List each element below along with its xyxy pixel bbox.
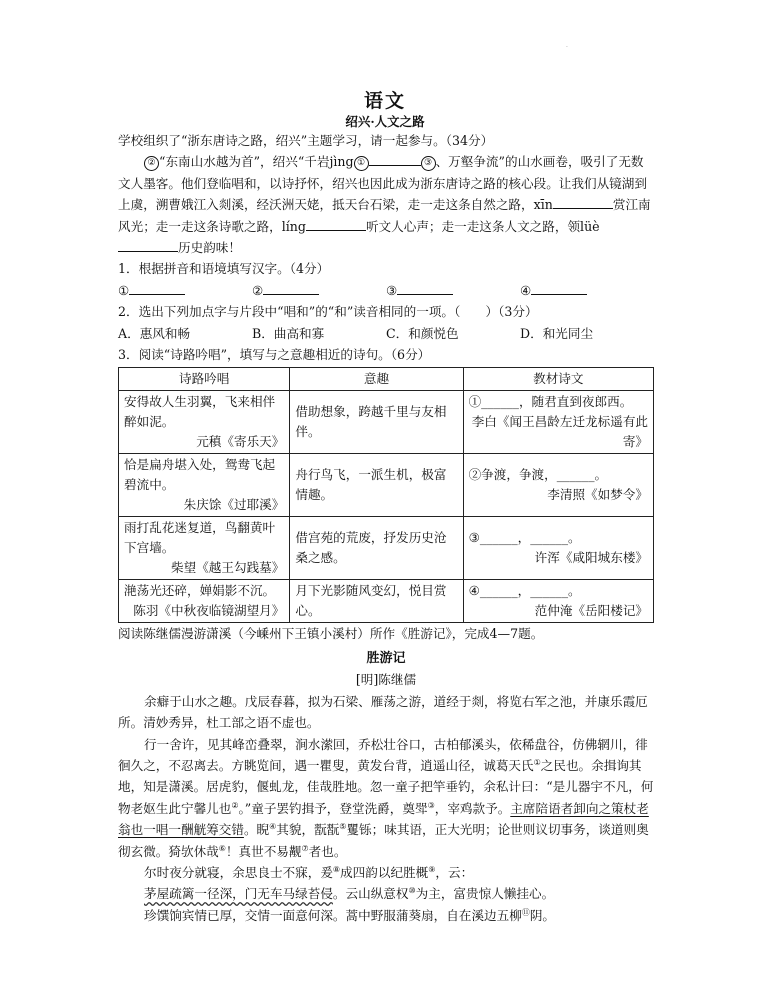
section-subtitle: 绍兴·人文之路 [345,114,425,129]
marker-circle: ③ [421,156,436,171]
essay-poem-line: 珍馔饷宾情已厚，交情一面意何深。蒿中野服蒲葵扇，自在溪边五柳⑪阴。 [144,907,555,923]
q1-answer-1[interactable] [129,280,185,295]
q1-answer-2[interactable] [263,280,319,295]
page-mark: · [566,44,568,51]
table-header-row [119,368,654,391]
intro-line: 学校组织了“浙东唐诗之路，绍兴”主题学习，请一起参与。（34分） [118,133,494,148]
essay-paragraph: 余癖于山水之趣。戊辰春暮，拟为石梁、雁荡之游，道经于剡，将览右军之池，并康乐霞厄所。清妙秀异，杜工部之语不虚也。 [118,693,648,731]
option-b[interactable]: B．曲高和寡 [252,325,325,341]
table-row: 安得故人生羽翼，飞来相伴醉如泥。 元稹《寄乐天》 借助想象，跨越千里与友相伴。 ①______，随君直到夜郎西。 李白《闻王昌龄左迁龙标遥有此寄》 [119,391,654,454]
q3-stem: 3．阅读“诗路吟唱”，填写与之意趣相近的诗句。（6分） [118,347,431,363]
table-row: 恰是扁舟堪入处，鸳鸯飞起碧流中。 朱庆馀《过耶溪》 舟行鸟飞，一派生机，极富情趣。 ②争渡，争渡，______。 李清照《如梦令》 [119,454,654,517]
table-header: 意趣 [290,368,463,391]
reading-intro: 阅读陈继儒漫游潇溪（今嵊州下王镇小溪村）所作《胜游记》，完成4—7题。 [118,626,544,642]
q1-answer-4[interactable] [531,280,587,295]
table-header: 教材诗文 [463,368,653,391]
poem-table [118,367,654,623]
content-body [118,130,654,926]
blank-4[interactable] [118,237,178,252]
essay-title: 胜游记 [366,650,406,666]
wavy-underlined-line: 茅屋疏篱一径深，门无车马绿苔侵 [144,886,333,902]
blank-2[interactable] [553,194,613,209]
table-header: 诗路吟唱 [119,368,290,391]
essay-poem-line: 茅屋疏篱一径深，门无车马绿苔侵。云山纵意权⑩为主，富贵惊人懒挂心。 [144,886,555,902]
underlined-sentence: 主席陪语者卸向之策杖老翁也一唱一酬觥筹交错 [118,800,649,838]
blank-3[interactable] [306,216,366,231]
q1-answer-3[interactable] [397,280,453,295]
essay-author: [明]陈继儒 [355,672,417,688]
blank-1[interactable] [369,151,421,166]
option-a[interactable]: A．惠风和畅 [118,325,191,341]
page-title: 语文 [363,90,406,112]
passage-paragraph: ② “东南山水越为首”，绍兴“千岩jìng ① ③ 、万壑争流”的山水画卷，吸引了无数文人墨客。他们登临唱和，以诗抒怀，绍兴也因此成为浙东唐诗之路的核心段。让我们从镜湖到上虞，溯曹娥江入剡溪，经沃洲天姥，抵天台石梁，走一走这条自然之路，xīn 赏江南风光；走一走这条诗歌之路，líng 听文人心声；走一走这条人文之路，领lüè历史韵味！ [118,151,654,258]
q2-stem: 2．选出下列加点字与片段中“唱和”的“和”读音相同的一项。（ ）（3分） [118,304,538,320]
marker-circle: ② [144,156,159,171]
marker-circle: ① [354,156,369,171]
q2-options [118,323,654,344]
option-c[interactable]: C．和颜悦色 [386,325,459,341]
q1-answer-row: ① ② ③ ④ [118,280,654,301]
essay-paragraph: 尔时夜分就寝，余思良士不寐，爰⑧成四韵以纪胜概⑨，云： [144,864,474,880]
table-row: 滟荡光还碎，婵娟影不沉。 陈羽《中秋夜临镜湖望月》 月下光影随风变幻，悦目赏心。 ④______，______。 范仲淹《岳阳楼记》 [119,580,654,623]
q1-stem: 1．根据拼音和语境填写汉字。（4分） [118,261,330,277]
essay-paragraph: 行一舍许，见其峰峦叠翠，涧水潆回，乔松壮谷口，古柏郁溪头，依稀盘谷，仿佛辋川，徘徊久之，不忍离去。方眺览间，遇一瞿叟，黄发台背，逍遥山径，诚葛天氏①之民也。余揖询其地，知是潇溪。居虎豹，偃虬龙，佳哉胜地。忽一童子把竿垂钓，余私计曰：“是儿器宇不凡，何物老妪生此宁馨儿也②。”童子罢钓揖予，登堂洗爵，奠斝③，宰鸡款予。主席陪语者卸向之策杖老翁也一唱一酬觥筹交错。睨④其貌，翫翫⑤矍铄；味其语，正大光明；论世则议切事务，谈道则奥彻玄微。猗欤休哉⑥！真世不易觏⑦者也。 [118,736,654,859]
option-d[interactable]: D．和光同尘 [520,325,594,341]
table-row: 雨打乱花迷复道，鸟翻黄叶下宫墙。 柴望《越王勾践墓》 借宫苑的荒废，抒发历史沧桑之感。 ③______，______。 许浑《咸阳城东楼》 [119,517,654,580]
